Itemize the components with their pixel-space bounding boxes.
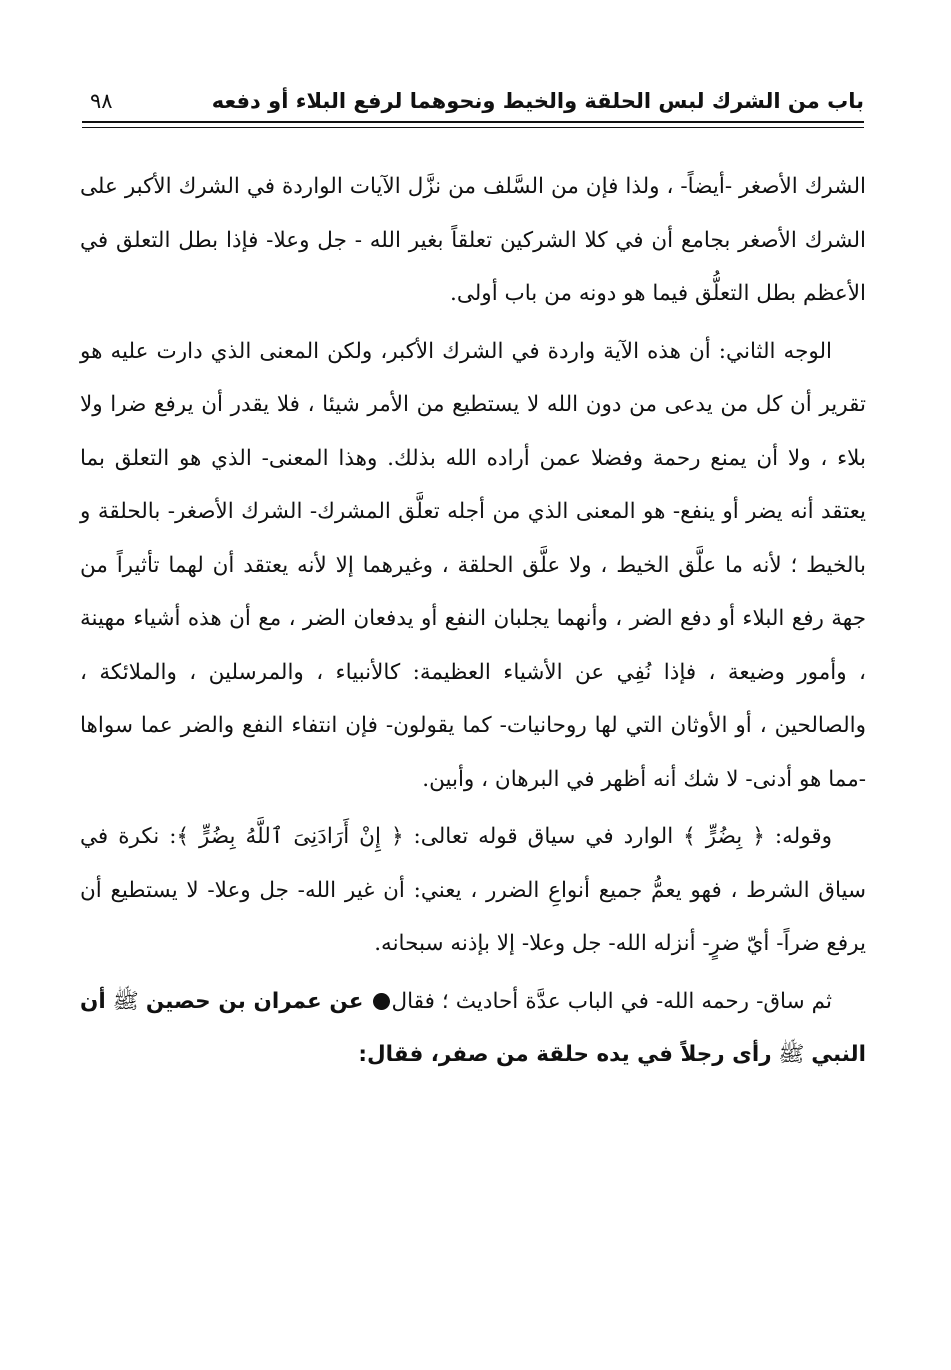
chapter-title: باب من الشرك لبس الحلقة والخيط ونحوهما لرفع البلاء أو دفعه	[211, 89, 864, 113]
hadith-narrator: عن عمران بن حصين	[145, 988, 364, 1014]
paragraph-4	[80, 975, 866, 1082]
page-number: ٩٨	[90, 89, 113, 113]
hadith-text-2: رأى رجلاً في يده حلقة من صفر، فقال:	[358, 1042, 772, 1067]
hadith-text-1: أن النبي	[80, 988, 866, 1067]
honorific-dot-icon	[373, 993, 390, 1010]
body-text	[80, 160, 866, 1082]
honorific-symbol-1: ﷺ	[112, 988, 139, 1014]
paragraph-3: وقوله: ﴿ بِضُرٍّ ﴾ الوارد في سياق قوله تعالى: ﴿ إِنْ أَرَادَنِىَ ٱللَّهُ بِضُرٍّ ﴾: نكرة في سياق الشرط ، فهو يعمُّ جميع أنواعِ الضرر ، يعني: أن غير الله- جل وعلا- لا يستطيع أن يرفع ضراً- أيّ ضرٍ- أنزله الله- جل وعلا- إلا بإذنه سبحانه.	[80, 824, 866, 956]
paragraph-1: الشرك الأصغر -أيضاً- ، ولذا فإن من السَّلف من نزَّل الآيات الواردة في الشرك الأكبر على الشرك الأصغر بجامع أن في كلا الشركين تعلقاً بغير الله - جل وعلا- فإذا بطل التعلق في الأعظم بطل التعلُّق فيما هو دونه من باب أولى.	[80, 174, 866, 306]
page-header	[82, 86, 864, 120]
paragraph-2: الوجه الثاني: أن هذه الآية واردة في الشرك الأكبر، ولكن المعنى الذي دارت عليه هو تقرير أن كل من يدعى من دون الله لا يستطيع من الأمر شيئا ، فلا يقدر أن يرفع ضرا ولا بلاء ، ولا أن يمنع رحمة وفضلا عمن أراده الله بذلك. وهذا المعنى- الذي هو التعلق بما يعتقد أنه يضر أو ينفع- هو المعنى الذي من أجله تعلَّق المشرك- الشرك الأصغر- بالحلقة و بالخيط ؛ لأنه ما علَّق الخيط ، ولا علَّق الحلقة ، وغيرهما إلا لأنه يعتقد أن لهما تأثيراً من جهة رفع البلاء أو دفع الضر ، وأنهما يجلبان النفع أو يدفعان الضر ، مع أن هذه أشياء مهينة ، وأمور وضيعة ، فإذا نُفِي عن الأشياء العظيمة: كالأنبياء ، والمرسلين ، والملائكة ، والصالحين ، أو الأوثان التي لها روحانيات- كما يقولون- فإن انتفاء النفع والضر عما سواها -مما هو أدنى- لا شك أنه أظهر في البرهان ، وأبين.	[80, 338, 866, 792]
honorific-symbol-2: ﷺ	[778, 1042, 805, 1067]
header-rule-thin	[82, 127, 864, 128]
header-rule	[82, 121, 864, 123]
paragraph-4-intro: ثم ساق- رحمه الله- في الباب عدَّة أحاديث ؛ فقال	[391, 988, 832, 1014]
